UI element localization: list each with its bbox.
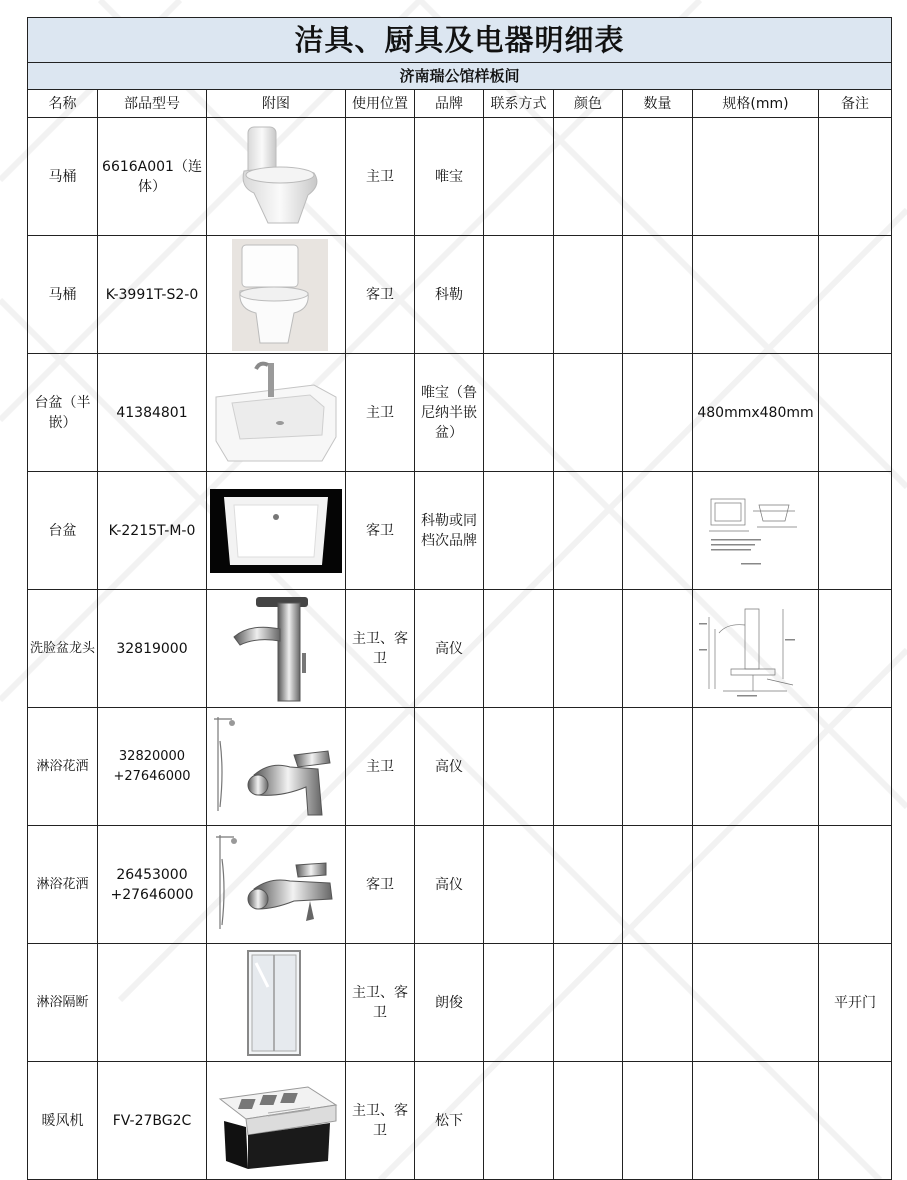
table-row <box>28 826 892 944</box>
cell-model: K-3991T-S2-0 <box>98 236 207 354</box>
cell-name: 洗脸盆龙头 <box>28 590 98 708</box>
cell-note <box>819 236 892 354</box>
cell-name: 淋浴花洒 <box>28 826 98 944</box>
cell-spec <box>693 944 819 1062</box>
cell-color <box>554 354 623 472</box>
header-image: 附图 <box>207 90 346 118</box>
cell-model: 26453000 +27646000 <box>98 826 207 944</box>
cell-name: 暖风机 <box>28 1062 98 1180</box>
cell-image <box>207 708 346 826</box>
table-row <box>28 708 892 826</box>
cell-brand: 高仪 <box>415 826 484 944</box>
semi-recessed-basin-icon <box>210 357 342 469</box>
table-row <box>28 1062 892 1180</box>
cell-color <box>554 472 623 590</box>
cell-model: FV-27BG2C <box>98 1062 207 1180</box>
cell-image <box>207 1062 346 1180</box>
cell-location: 主卫、客卫 <box>346 1062 415 1180</box>
cell-spec <box>693 708 819 826</box>
cell-location: 主卫 <box>346 118 415 236</box>
cell-brand: 高仪 <box>415 708 484 826</box>
cell-color <box>554 590 623 708</box>
cell-note <box>819 354 892 472</box>
undercounter-basin-icon <box>210 475 342 587</box>
cell-qty <box>623 826 693 944</box>
cell-qty <box>623 472 693 590</box>
cell-qty <box>623 708 693 826</box>
fixture-table <box>27 17 892 1180</box>
cell-note <box>819 826 892 944</box>
cell-model: 32819000 <box>98 590 207 708</box>
cell-contact <box>484 590 554 708</box>
table-row <box>28 944 892 1062</box>
cell-contact <box>484 708 554 826</box>
cell-spec <box>693 472 819 590</box>
cell-qty <box>623 944 693 1062</box>
cell-note <box>819 1062 892 1180</box>
table-row <box>28 472 892 590</box>
header-color: 颜色 <box>554 90 623 118</box>
table-row <box>28 590 892 708</box>
cell-model <box>98 944 207 1062</box>
cell-image <box>207 118 346 236</box>
cell-name: 台盆 <box>28 472 98 590</box>
cell-color <box>554 118 623 236</box>
one-piece-toilet-icon <box>210 121 342 233</box>
cell-brand: 朗俊 <box>415 944 484 1062</box>
cell-color <box>554 236 623 354</box>
cell-color <box>554 826 623 944</box>
cell-qty <box>623 236 693 354</box>
cell-location: 客卫 <box>346 472 415 590</box>
cell-image <box>207 236 346 354</box>
cell-brand: 松下 <box>415 1062 484 1180</box>
cell-contact <box>484 236 554 354</box>
cell-location: 主卫、客卫 <box>346 590 415 708</box>
cell-color <box>554 1062 623 1180</box>
cell-color <box>554 944 623 1062</box>
shower-set-with-spout-icon <box>210 829 342 941</box>
cell-spec <box>693 590 819 708</box>
cell-brand: 科勒 <box>415 236 484 354</box>
two-piece-toilet-icon <box>210 239 342 351</box>
basin-faucet-icon <box>210 593 342 705</box>
header-qty: 数量 <box>623 90 693 118</box>
cell-contact <box>484 944 554 1062</box>
cell-spec: 480mmx480mm <box>693 354 819 472</box>
cell-brand: 高仪 <box>415 590 484 708</box>
cell-model: 41384801 <box>98 354 207 472</box>
cell-brand: 唯宝 <box>415 118 484 236</box>
faucet-dimension-drawing-icon <box>697 599 815 699</box>
cell-location: 主卫、客卫 <box>346 944 415 1062</box>
cell-image <box>207 590 346 708</box>
cell-image <box>207 354 346 472</box>
cell-name: 淋浴花洒 <box>28 708 98 826</box>
cell-contact <box>484 354 554 472</box>
table-row <box>28 236 892 354</box>
cell-spec <box>693 826 819 944</box>
cell-image <box>207 472 346 590</box>
detail-sheet <box>27 17 891 1180</box>
cell-note <box>819 472 892 590</box>
cell-name: 马桶 <box>28 236 98 354</box>
cell-contact <box>484 1062 554 1180</box>
cell-location: 客卫 <box>346 236 415 354</box>
cell-contact <box>484 826 554 944</box>
cell-brand: 唯宝（鲁尼纳半嵌盆） <box>415 354 484 472</box>
cell-spec <box>693 118 819 236</box>
header-name: 名称 <box>28 90 98 118</box>
cell-model: 32820000 +27646000 <box>98 708 207 826</box>
table-row <box>28 118 892 236</box>
header-location: 使用位置 <box>346 90 415 118</box>
basin-dimension-drawing-icon <box>697 481 815 581</box>
bathroom-heater-icon <box>210 1065 342 1177</box>
cell-note <box>819 118 892 236</box>
sheet-title: 洁具、厨具及电器明细表 <box>28 18 892 63</box>
cell-location: 主卫 <box>346 354 415 472</box>
header-contact: 联系方式 <box>484 90 554 118</box>
header-brand: 品牌 <box>415 90 484 118</box>
cell-image <box>207 944 346 1062</box>
cell-contact <box>484 472 554 590</box>
cell-qty <box>623 118 693 236</box>
header-spec: 规格(mm) <box>693 90 819 118</box>
cell-image <box>207 826 346 944</box>
cell-model: 6616A001（连体） <box>98 118 207 236</box>
cell-name: 马桶 <box>28 118 98 236</box>
cell-spec <box>693 236 819 354</box>
cell-contact <box>484 118 554 236</box>
cell-qty <box>623 354 693 472</box>
cell-location: 主卫 <box>346 708 415 826</box>
cell-spec <box>693 1062 819 1180</box>
table-row <box>28 354 892 472</box>
cell-note: 平开门 <box>819 944 892 1062</box>
cell-note <box>819 708 892 826</box>
header-model: 部品型号 <box>98 90 207 118</box>
cell-name: 台盆（半嵌） <box>28 354 98 472</box>
shower-set-icon <box>210 711 342 823</box>
cell-color <box>554 708 623 826</box>
sheet-subtitle: 济南瑞公馆样板间 <box>28 63 892 90</box>
cell-qty <box>623 590 693 708</box>
cell-qty <box>623 1062 693 1180</box>
cell-name: 淋浴隔断 <box>28 944 98 1062</box>
cell-brand: 科勒或同档次品牌 <box>415 472 484 590</box>
shower-enclosure-icon <box>210 947 342 1059</box>
cell-model: K-2215T-M-0 <box>98 472 207 590</box>
header-note: 备注 <box>819 90 892 118</box>
cell-location: 客卫 <box>346 826 415 944</box>
cell-note <box>819 590 892 708</box>
